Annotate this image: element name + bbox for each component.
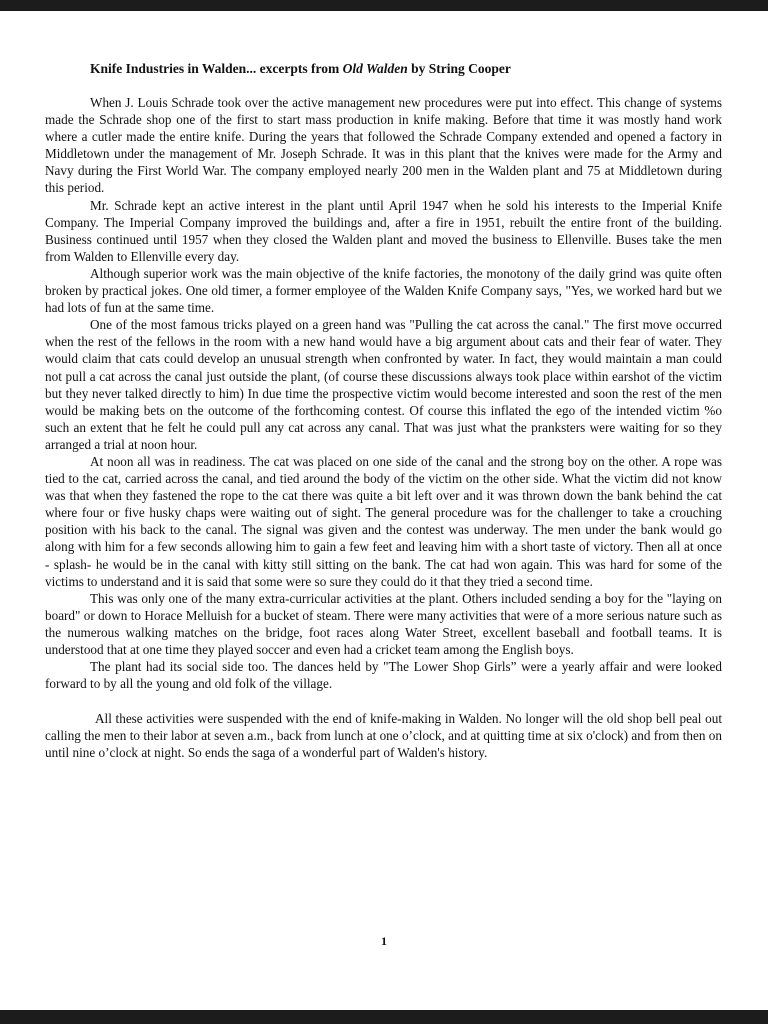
document-title — [90, 60, 722, 77]
paragraph-5: At noon all was in readiness. The cat was placed on one side of the canal and the strong boy on the other. A rope was tied to the cat, carried across the canal, and tied around the body of the victim on the other side. What the victim did not know was that when they fastened the rope to the cat there was quite a bit left over and it was thrown down the bank behind the cat where four or five husky chaps were waiting out of sight. The general procedure was for the challenger to take a crouching position with his back to the canal. The signal was given and the contest was underway. The men under the bank would go along with him for a few seconds allowing him to gain a few feet and leaving him with a short taste of victory. Then all at once - splash- he would be in the canal with kitty still sitting on the bank. The cat had won again. This was hard for some of the victims to understand and it is said that some were so sure they could do it that they tried a second time. — [45, 453, 722, 589]
bottom-border-bar — [0, 1010, 768, 1024]
paragraph-4: One of the most famous tricks played on a green hand was "Pulling the cat across the canal." The first move occurred when the rest of the fellows in the room with a new hand would have a big argument about cats and their fear of water. They would claim that cats could develop an unusual strength when confronted by water. In fact, they would maintain a man could not pull a cat across the canal just outside the plant, (of course these discussions always took place within earshot of the victim but they never talked directly to him) In due time the prospective victim would become interested and soon the rest of the men would be making bets on the outcome of the forthcoming contest. Of course this inflated the ego of the intended victim %o such an extent that he felt he could pull any cat across any canal. That was just what the pranksters were waiting for so they arranged a trial at noon hour. — [45, 317, 722, 452]
paragraph-2: Mr. Schrade kept an active interest in the plant until April 1947 when he sold his interests to the Imperial Knife Company. The Imperial Company improved the buildings and, after a fire in 1951, rebuilt the entire front of the building. Business continued until 1957 when they closed the Walden plant and moved the business to Ellenville. Buses take the men from Walden to Ellenville every day. — [45, 197, 722, 264]
page-number: 1 — [381, 934, 387, 948]
paragraph-6: This was only one of the many extra-curricular activities at the plant. Others included sending a boy for the "laying on board" or down to Horace Melluish for a bucket of steam. There were many activities that were of a more serious nature such as the numerous walking matches on the bridge, foot races along Water Street, excellent baseball and football teams. It is understood that at one time they played soccer and even had a cricket team among the English boys. — [45, 590, 722, 657]
title-suffix: by String Cooper — [407, 61, 511, 76]
document-page — [45, 60, 722, 762]
title-prefix: Knife Industries in Walden... excerpts from — [90, 61, 343, 76]
paragraph-7: The plant had its social side too. The dances held by "The Lower Shop Girls” were a yearly affair and were looked forward to by all the young and old folk of the village. — [45, 659, 722, 692]
document-body — [45, 94, 722, 762]
top-border-bar — [0, 0, 768, 11]
closing-paragraph: All these activities were suspended with the end of knife-making in Walden. No longer will the old shop bell peal out calling the men to their labor at seven a.m., back from lunch at one o’clock, and at quitting time at six o'clock) and from then on until nine o’clock at night. So ends the saga of a wonderful part of Walden's history. — [45, 711, 722, 761]
paragraph-1: When J. Louis Schrade took over the active management new procedures were put into effect. This change of systems made the Schrade shop one of the first to start mass production in knife making. Before that time it was mostly hand work where a cutler made the entire knife. During the years that followed the Schrade Company extended and opened a factory in Middletown under the management of Mr. Joseph Schrade. It was in this plant that the knives were made for the Army and Navy during the First World War. The company employed nearly 200 men in the Walden plant and 75 at Middletown during this period. — [45, 95, 722, 196]
title-book-name: Old Walden — [342, 61, 408, 76]
paragraph-3: Although superior work was the main objective of the knife factories, the monotony of the daily grind was quite often broken by practical jokes. One old timer, a former employee of the Walden Knife Company says, "Yes, we worked hard but we had lots of fun at the same time. — [45, 265, 722, 316]
